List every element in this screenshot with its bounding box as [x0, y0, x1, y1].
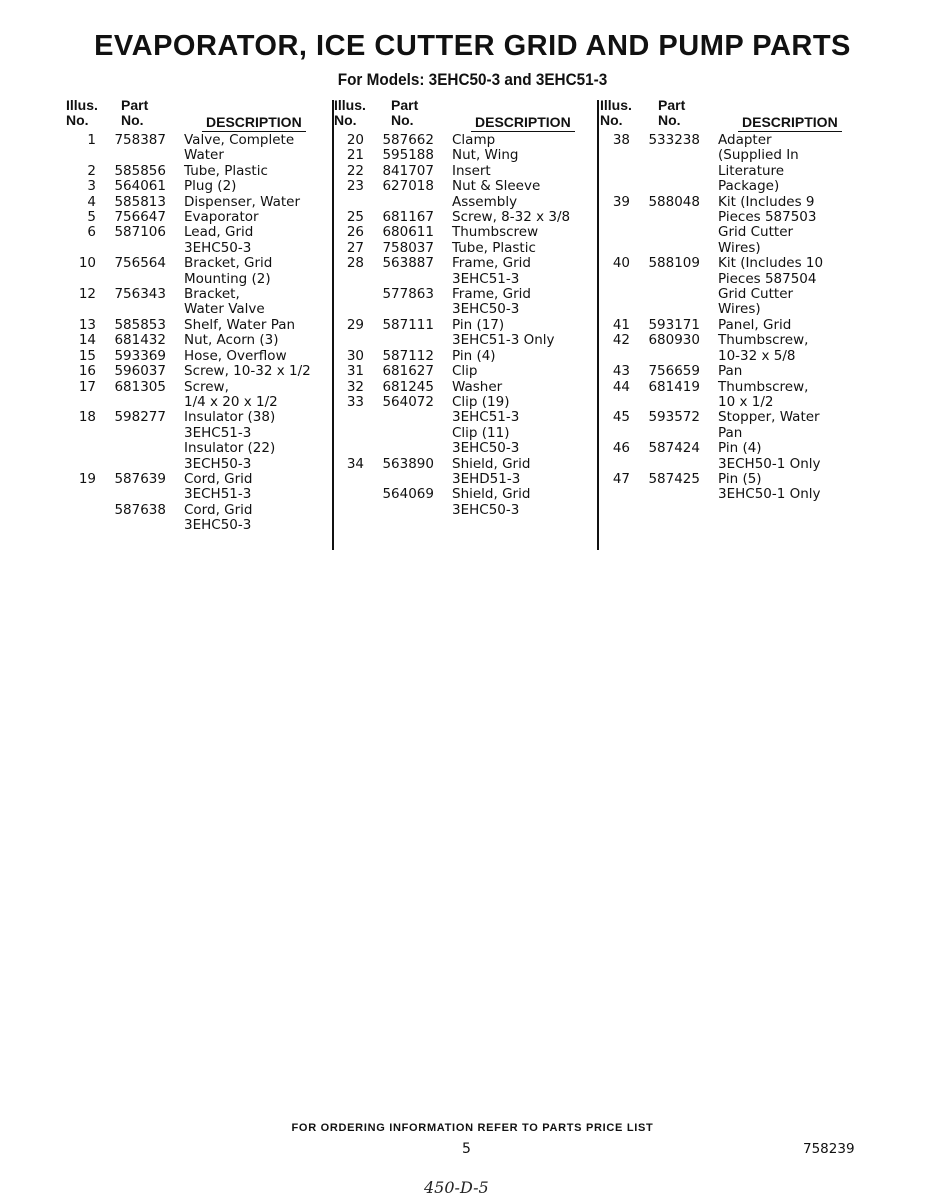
illus-no-cell: 22 — [346, 162, 364, 179]
part-no-cell: 533238 — [648, 132, 700, 148]
part-no-cell: 593171 — [648, 316, 700, 333]
illus-no-cell: 14 — [78, 332, 96, 349]
illus-no-cell: 46 — [612, 440, 630, 457]
illus-no-cell: 38 — [612, 132, 630, 148]
illus-no-cell: 25 — [346, 209, 364, 226]
illus-no-cell: 15 — [78, 347, 96, 364]
part-no-cell: 756564 — [114, 255, 166, 272]
table-row — [600, 195, 870, 257]
table-row — [334, 179, 596, 210]
part-no-header: Part No. — [658, 97, 686, 128]
description-header: DESCRIPTION — [202, 115, 306, 132]
table-row — [334, 349, 596, 364]
illus-no-cell: 47 — [612, 470, 630, 487]
description-cell: Cord, Grid 3EHC50-3 — [184, 501, 253, 534]
description-cell: Kit (Includes 9 Pieces 587503 Grid Cutter Wires) — [718, 193, 817, 256]
illus-no-cell: 13 — [78, 316, 96, 333]
part-no-cell: 627018 — [382, 178, 434, 195]
description-cell: Frame, Grid 3EHC50-3 — [452, 286, 531, 318]
illus-no-cell: 26 — [346, 224, 364, 241]
table-row — [600, 333, 870, 364]
description-cell: Panel, Grid — [718, 316, 792, 333]
description-cell: Shield, Grid 3EHD51-3 — [452, 455, 531, 487]
table-row — [66, 210, 332, 225]
table-row — [600, 133, 870, 195]
description-cell: Valve, Complete Water — [184, 132, 295, 164]
description-cell: Plug (2) — [184, 178, 237, 195]
part-no-cell: 841707 — [382, 162, 434, 179]
illus-no-cell: 19 — [78, 470, 96, 487]
illus-no-cell: 21 — [346, 147, 364, 164]
description-cell: Pan — [718, 363, 743, 380]
illus-no-header: Illus. No. — [600, 97, 632, 128]
illus-no-cell: 44 — [612, 378, 630, 395]
description-cell: Screw, 10-32 x 1/2 — [184, 363, 311, 380]
table-row — [66, 472, 332, 503]
table-row — [334, 133, 596, 148]
illus-no-cell: 20 — [346, 132, 364, 148]
part-no-cell: 758387 — [114, 132, 166, 148]
description-header: DESCRIPTION — [471, 115, 575, 132]
table-row — [66, 410, 332, 472]
description-cell: Tube, Plastic — [452, 239, 536, 256]
table-row — [66, 318, 332, 333]
illus-no-cell: 39 — [612, 193, 630, 210]
part-no-cell: 587112 — [382, 347, 434, 364]
description-cell: Shelf, Water Pan — [184, 316, 296, 333]
part-no-cell: 681245 — [382, 378, 434, 395]
illus-no-cell: 5 — [87, 209, 96, 226]
part-no-header: Part No. — [121, 97, 149, 128]
parts-list — [66, 133, 332, 534]
illus-no-cell: 27 — [346, 239, 364, 256]
part-no-cell: 577863 — [382, 286, 434, 303]
part-no-cell: 587639 — [114, 470, 166, 487]
description-cell: Screw, 1/4 x 20 x 1/2 — [184, 378, 278, 410]
description-cell: Nut & Sleeve Assembly — [452, 178, 541, 210]
part-no-cell: 758037 — [382, 239, 434, 256]
table-row — [334, 287, 596, 318]
part-no-header: Part No. — [391, 97, 419, 128]
illus-no-cell: 41 — [612, 316, 630, 333]
part-no-cell: 588109 — [648, 255, 700, 272]
column-header — [600, 97, 870, 133]
column-divider — [597, 100, 599, 550]
parts-column-1 — [66, 97, 332, 534]
illus-no-cell: 30 — [346, 347, 364, 364]
part-no-cell: 587106 — [114, 224, 166, 241]
illus-no-cell — [334, 287, 364, 318]
part-no-cell: 588048 — [648, 193, 700, 210]
part-no-cell: 593369 — [114, 347, 166, 364]
table-row — [334, 148, 596, 163]
description-cell: Pin (17) 3EHC51-3 Only — [452, 316, 555, 349]
part-no-cell: 756659 — [648, 363, 700, 380]
table-row — [66, 133, 332, 164]
table-row — [600, 380, 870, 411]
description-cell: Nut, Wing — [452, 147, 519, 164]
table-row — [600, 256, 870, 318]
table-row — [66, 179, 332, 194]
table-row — [334, 241, 596, 256]
description-cell: Dispenser, Water — [184, 193, 300, 210]
table-row — [600, 364, 870, 379]
parts-list — [334, 133, 596, 518]
table-row — [600, 410, 870, 441]
part-no-cell: 585853 — [114, 316, 166, 333]
illus-no-cell: 43 — [612, 363, 630, 380]
table-row — [334, 225, 596, 240]
illus-no-cell: 34 — [346, 455, 364, 472]
illus-no-cell: 28 — [346, 255, 364, 272]
parts-column-2 — [334, 97, 596, 518]
part-no-cell: 598277 — [114, 409, 166, 426]
part-no-cell: 585856 — [114, 162, 166, 179]
part-no-cell: 596037 — [114, 363, 166, 380]
illus-no-header: Illus. No. — [66, 97, 98, 128]
part-no-cell: 681419 — [648, 378, 700, 395]
illus-no-cell: 12 — [78, 286, 96, 303]
part-no-cell: 587111 — [382, 316, 434, 333]
table-row — [334, 457, 596, 488]
part-no-cell: 564069 — [382, 486, 434, 503]
illus-no-cell: 17 — [78, 378, 96, 395]
illus-no-header: Illus. No. — [334, 97, 366, 128]
description-cell: Pin (4) 3ECH50-1 Only — [718, 440, 821, 472]
description-cell: Clip (19) 3EHC51-3 Clip (11) 3EHC50-3 — [452, 393, 520, 457]
table-row — [600, 472, 870, 503]
description-header: DESCRIPTION — [738, 115, 842, 132]
illus-no-cell: 1 — [87, 132, 96, 148]
part-no-cell: 681167 — [382, 209, 434, 226]
illus-no-cell: 23 — [346, 178, 364, 195]
illus-no-cell: 4 — [87, 193, 96, 210]
table-row — [334, 380, 596, 395]
parts-list — [600, 133, 870, 503]
column-header — [334, 97, 596, 133]
description-cell: Clip — [452, 363, 478, 380]
description-cell: Hose, Overflow — [184, 347, 287, 364]
part-no-cell: 587425 — [648, 470, 700, 487]
illus-no-cell: 2 — [87, 162, 96, 179]
description-cell: Shield, Grid 3EHC50-3 — [452, 486, 531, 518]
description-cell: Pin (4) — [452, 347, 496, 364]
handwritten-note: 450-D-5 — [424, 1178, 489, 1197]
illus-no-cell — [334, 487, 364, 518]
page-title: EVAPORATOR, ICE CUTTER GRID AND PUMP PARTS — [94, 30, 851, 62]
part-no-cell: 585813 — [114, 193, 166, 210]
description-cell: Thumbscrew, 10-32 x 5/8 — [718, 332, 809, 364]
description-cell: Adapter (Supplied In Literature Package) — [718, 132, 799, 195]
table-row — [334, 164, 596, 179]
models-subtitle: For Models: 3EHC50-3 and 3EHC51-3 — [337, 70, 608, 89]
description-cell: Thumbscrew, 10 x 1/2 — [718, 378, 809, 410]
part-no-cell: 564061 — [114, 178, 166, 195]
parts-column-3 — [600, 97, 870, 503]
part-no-cell: 756647 — [114, 209, 166, 226]
column-header — [66, 97, 332, 133]
table-row — [600, 318, 870, 333]
description-cell: Clamp — [452, 132, 496, 148]
table-row — [66, 364, 332, 379]
table-row — [334, 395, 596, 457]
illus-no-cell: 6 — [87, 224, 96, 241]
illus-no-cell: 10 — [78, 255, 96, 272]
table-row — [334, 210, 596, 225]
table-row — [66, 225, 332, 256]
description-cell: Thumbscrew — [452, 224, 539, 241]
illus-no-cell: 33 — [346, 393, 364, 410]
illus-no-cell — [66, 503, 96, 534]
illus-no-cell: 40 — [612, 255, 630, 272]
illus-no-cell: 31 — [346, 363, 364, 380]
description-cell: Cord, Grid 3ECH51-3 — [184, 470, 253, 503]
part-no-cell: 587638 — [114, 501, 166, 518]
table-row — [334, 364, 596, 379]
description-cell: Insert — [452, 162, 491, 179]
part-no-cell: 595188 — [382, 147, 434, 164]
part-no-cell: 564072 — [382, 393, 434, 410]
description-cell: Pin (5) 3EHC50-1 Only — [718, 470, 821, 503]
ordering-footer: FOR ORDERING INFORMATION REFER TO PARTS PRICE LIST — [291, 1122, 654, 1134]
table-row — [334, 487, 596, 518]
table-row — [66, 256, 332, 287]
part-no-cell: 681432 — [114, 332, 166, 349]
description-cell: Tube, Plastic — [184, 162, 268, 179]
part-no-cell: 563887 — [382, 255, 434, 272]
description-cell: Lead, Grid 3EHC50-3 — [184, 224, 254, 256]
part-no-cell: 587424 — [648, 440, 700, 457]
table-row — [66, 380, 332, 411]
description-cell: Kit (Includes 10 Pieces 587504 Grid Cutter Wires) — [718, 255, 824, 318]
table-row — [334, 256, 596, 287]
illus-no-cell: 16 — [78, 363, 96, 380]
description-cell: Evaporator — [184, 209, 259, 226]
description-cell: Nut, Acorn (3) — [184, 332, 279, 349]
table-row — [334, 318, 596, 349]
description-cell: Insulator (38) 3EHC51-3 Insulator (22) 3ECH50-3 — [184, 409, 276, 472]
illus-no-cell: 18 — [78, 409, 96, 426]
table-row — [66, 164, 332, 179]
illus-no-cell: 29 — [346, 316, 364, 333]
illus-no-cell: 32 — [346, 378, 364, 395]
description-cell: Screw, 8-32 x 3/8 — [452, 209, 571, 226]
page-number: 5 — [462, 1141, 471, 1157]
description-cell: Washer — [452, 378, 503, 395]
part-no-cell: 593572 — [648, 409, 700, 426]
description-cell: Bracket, Grid Mounting (2) — [184, 255, 273, 287]
part-no-cell: 587662 — [382, 132, 434, 148]
table-row — [66, 333, 332, 348]
illus-no-cell: 3 — [87, 178, 96, 195]
table-row — [66, 287, 332, 318]
part-no-cell: 680930 — [648, 332, 700, 349]
part-no-cell: 563890 — [382, 455, 434, 472]
part-no-cell: 756343 — [114, 286, 166, 303]
illus-no-cell: 45 — [612, 409, 630, 426]
illus-no-cell: 42 — [612, 332, 630, 349]
table-row — [66, 503, 332, 534]
table-row — [600, 441, 870, 472]
document-number: 758239 — [803, 1141, 855, 1157]
description-cell: Stopper, Water Pan — [718, 409, 820, 441]
table-row — [66, 195, 332, 210]
part-no-cell: 680611 — [382, 224, 434, 241]
part-no-cell: 681627 — [382, 363, 434, 380]
table-row — [66, 349, 332, 364]
description-cell: Frame, Grid 3EHC51-3 — [452, 255, 531, 287]
part-no-cell: 681305 — [114, 378, 166, 395]
description-cell: Bracket, Water Valve — [184, 286, 265, 318]
